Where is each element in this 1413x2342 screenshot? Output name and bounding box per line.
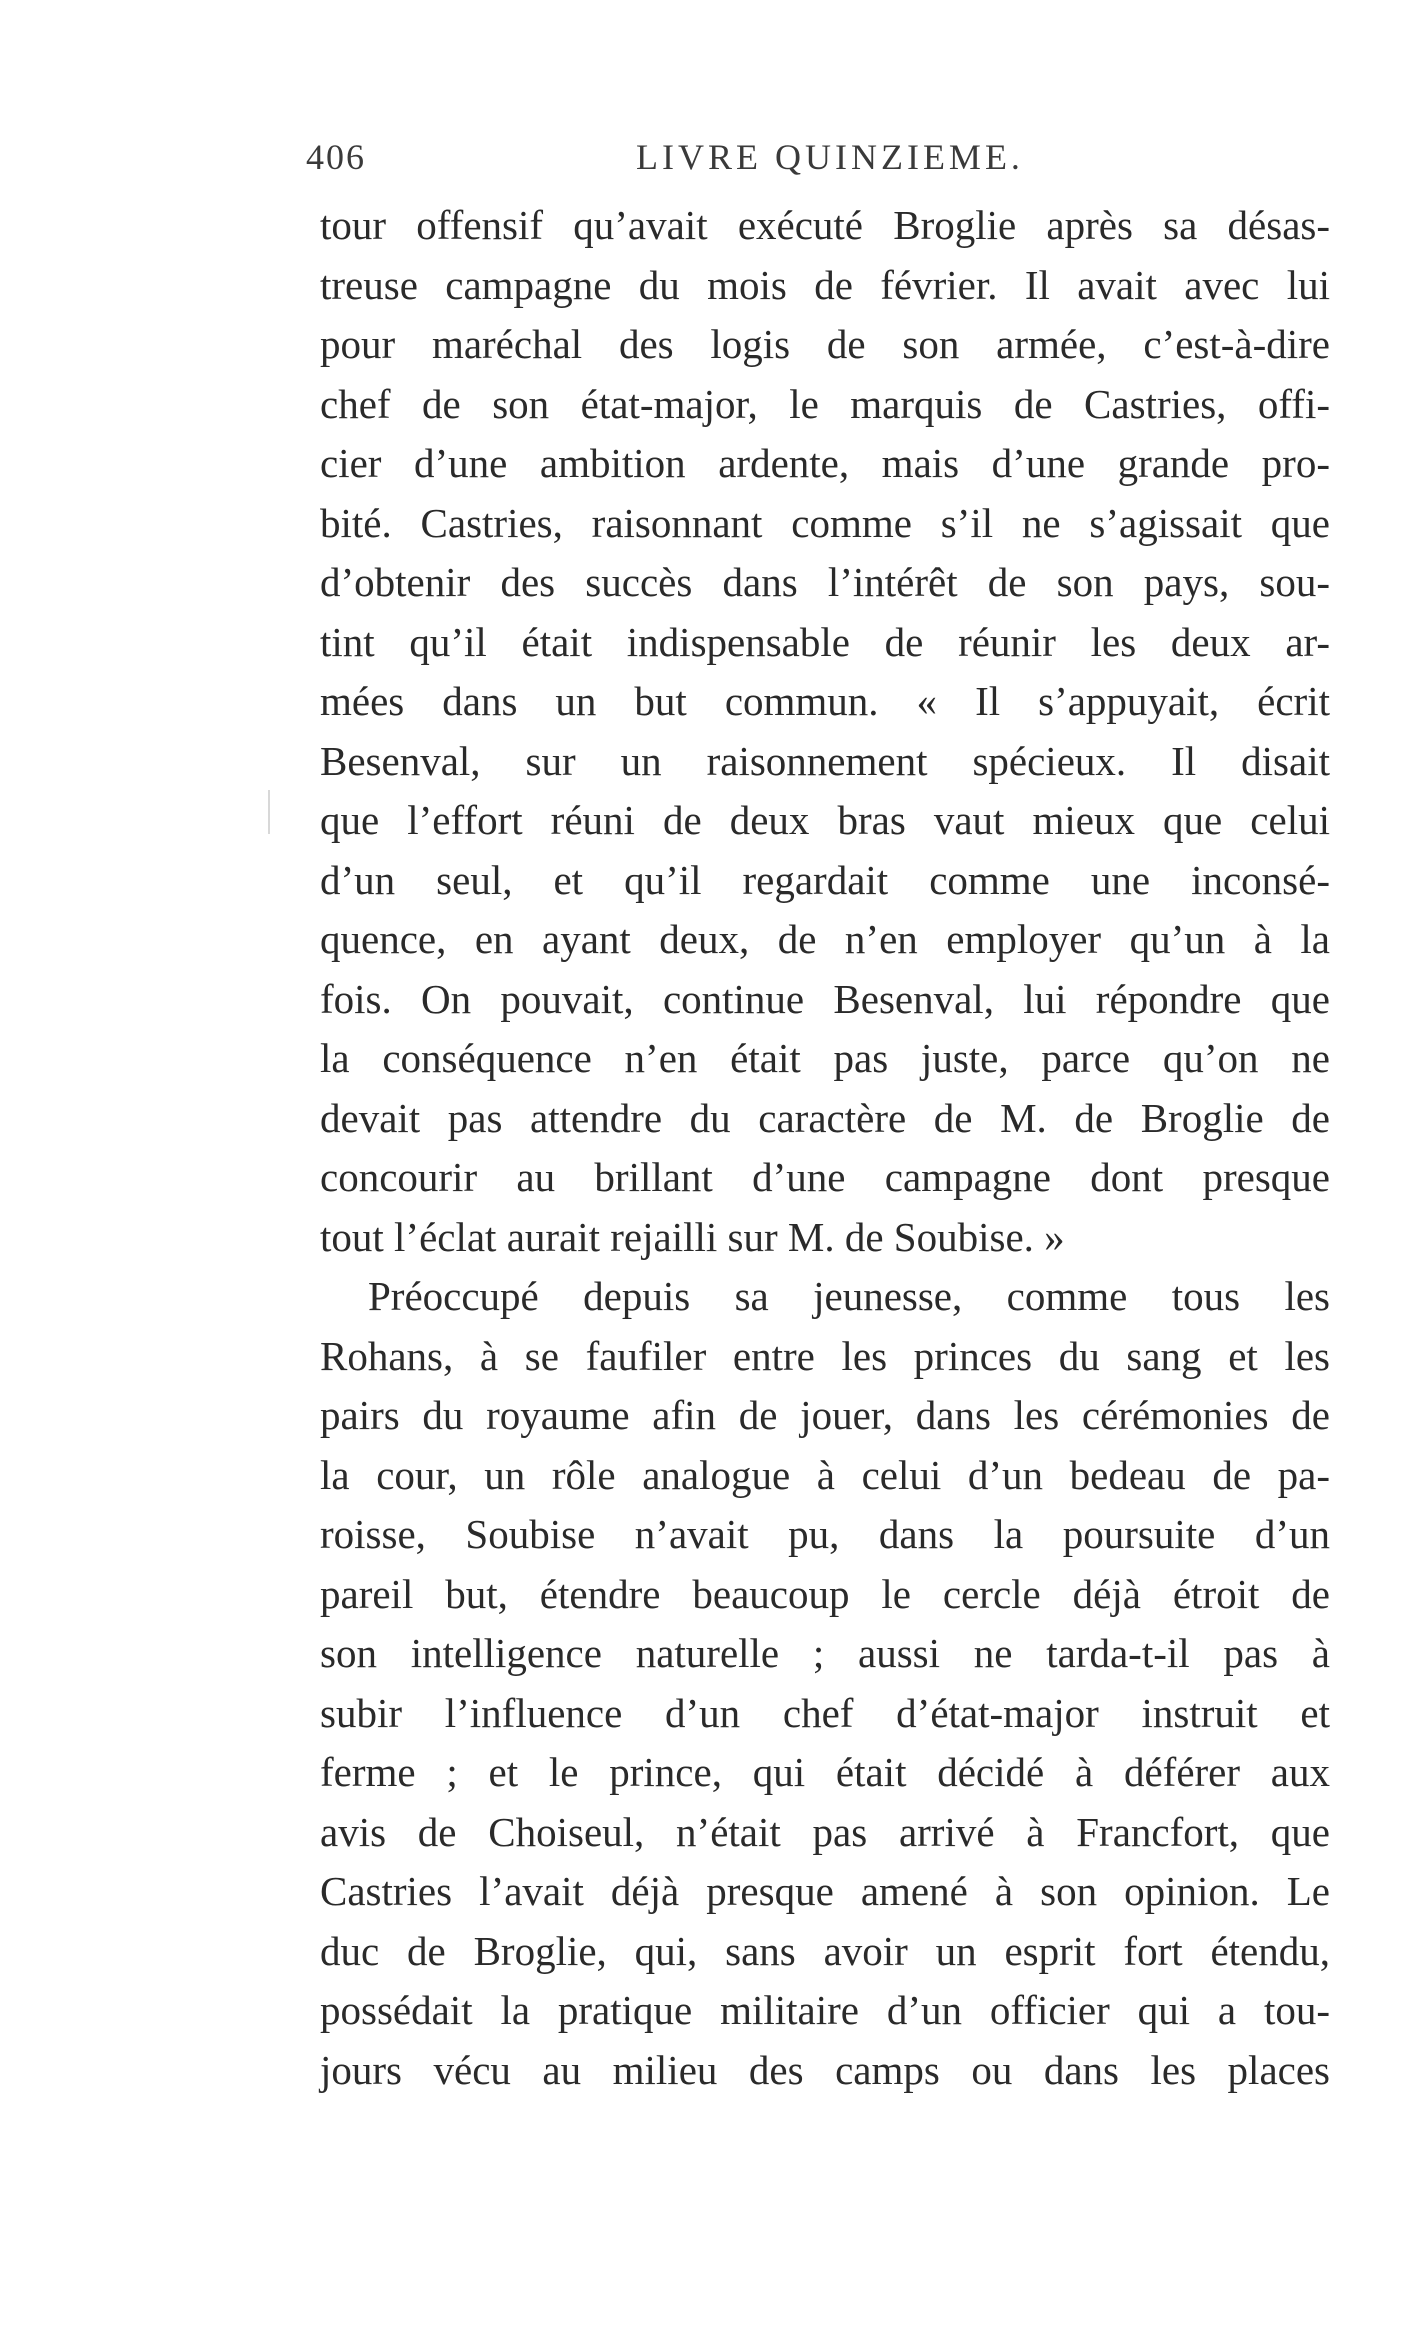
text-line: roisse, Soubise n’avait pu, dans la poursuite d’un <box>320 1511 1330 1557</box>
text-line: concourir au brillant d’une campagne dont presque <box>320 1154 1330 1200</box>
text-line: mées dans un but commun. « Il s’appuyait, écrit <box>320 678 1330 724</box>
text-line: Besenval, sur un raisonnement spécieux. Il disait <box>320 737 1330 784</box>
text-line: pairs du royaume afin de jouer, dans les cérémonies de <box>320 1392 1330 1438</box>
text-line: d’obtenir des succès dans l’intérêt de son pays, sou- <box>320 559 1330 605</box>
text-line: son intelligence naturelle ; aussi ne tarda-t-il pas à <box>320 1630 1330 1676</box>
text-line: devait pas attendre du caractère de M. de Broglie de <box>320 1094 1330 1141</box>
text-line: pour maréchal des logis de son armée, c’est-à-dire <box>320 321 1330 367</box>
text-line: fois. On pouvait, continue Besenval, lui répondre que <box>320 975 1330 1022</box>
text-line: duc de Broglie, qui, sans avoir un esprit fort étendu, <box>320 1927 1330 1974</box>
text-line: quence, en ayant deux, de n’en employer qu’un à la <box>320 916 1330 962</box>
text-line: cier d’une ambition ardente, mais d’une grande pro- <box>320 440 1330 486</box>
body-text <box>320 196 1330 2100</box>
text-line: jours vécu au milieu des camps ou dans les places <box>320 2046 1330 2093</box>
text-line: possédait la pratique militaire d’un officier qui a tou- <box>320 1987 1330 2033</box>
text-line: bité. Castries, raisonnant comme s’il ne s’agissait que <box>320 499 1330 546</box>
text-line: ferme ; et le prince, qui était décidé à déférer aux <box>320 1749 1330 1795</box>
text-line: tour offensif qu’avait exécuté Broglie après sa désas- <box>320 202 1330 248</box>
paragraph-start-line: Préoccupé depuis sa jeunesse, comme tous les <box>368 1273 1330 1319</box>
text-line: tout l’éclat aurait rejailli sur M. de Soubise. » <box>320 1213 1065 1260</box>
text-line: la cour, un rôle analogue à celui d’un bedeau de pa- <box>320 1451 1330 1498</box>
text-line: Castries l’avait déjà presque amené à son opinion. Le <box>320 1868 1330 1914</box>
text-line: que l’effort réuni de deux bras vaut mieux que celui <box>320 797 1330 843</box>
text-line: d’un seul, et qu’il regardait comme une inconsé- <box>320 856 1330 903</box>
text-line: tint qu’il était indispensable de réunir les deux ar- <box>320 618 1330 665</box>
text-line: Rohans, à se faufiler entre les princes du sang et les <box>320 1332 1330 1379</box>
page-number: 406 <box>306 137 366 177</box>
text-line: chef de son état-major, le marquis de Castries, offi- <box>320 380 1330 427</box>
text-line: avis de Choiseul, n’était pas arrivé à Francfort, que <box>320 1808 1330 1855</box>
running-title: LIVRE QUINZIEME. <box>636 137 1024 177</box>
text-line: pareil but, étendre beaucoup le cercle déjà étroit de <box>320 1570 1330 1617</box>
text-line: subir l’influence d’un chef d’état-major instruit et <box>320 1689 1330 1736</box>
margin-mark <box>268 790 270 834</box>
running-head <box>306 136 1326 182</box>
text-line: treuse campagne du mois de février. Il avait avec lui <box>320 261 1330 308</box>
text-line: la conséquence n’en était pas juste, parce qu’on ne <box>320 1035 1330 1081</box>
